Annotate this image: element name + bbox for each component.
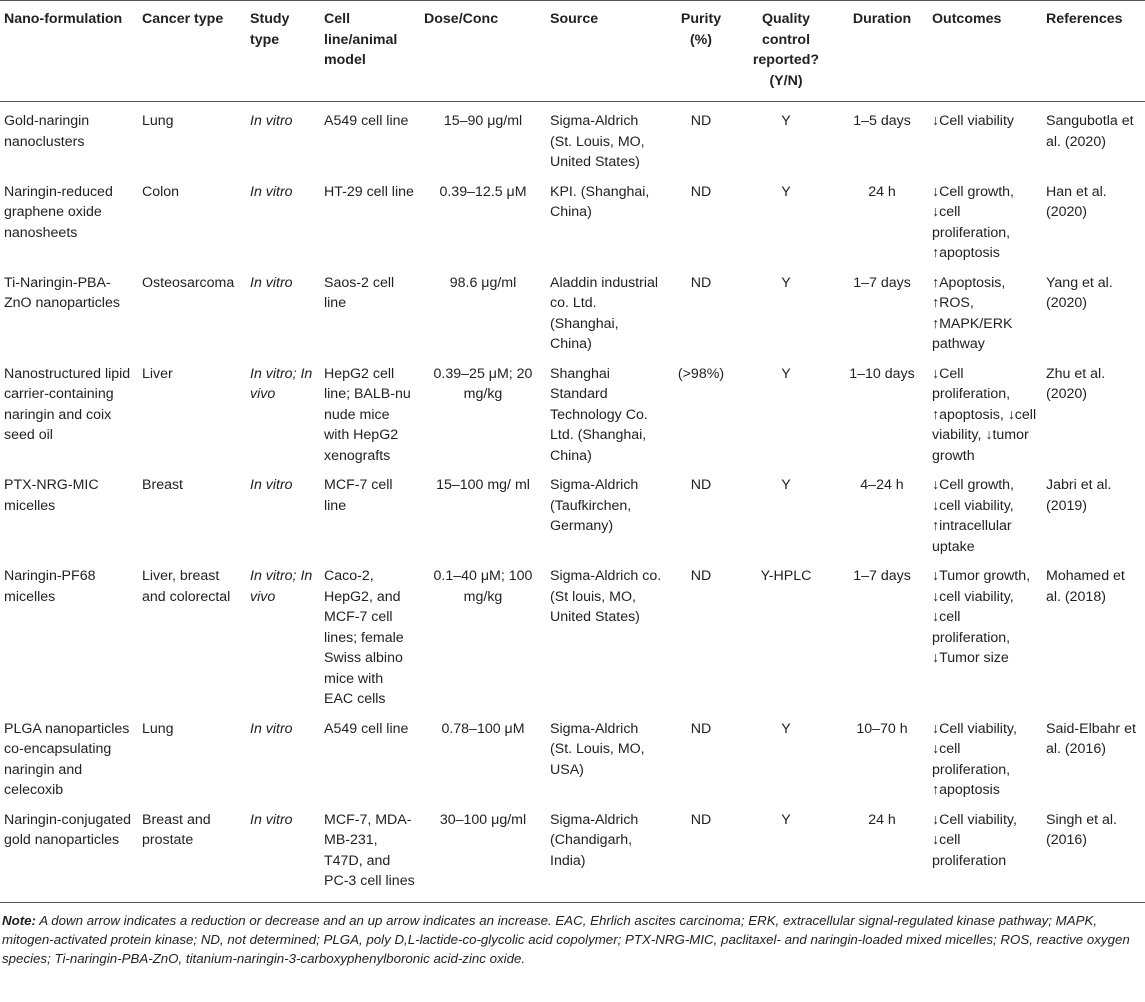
cell-cancer: Breast (142, 477, 184, 493)
cell-outcomes: ↓Cell viability, ↓cell proliferation, ↑apoptosis (932, 720, 1017, 798)
table-row (0, 710, 1145, 801)
cell-model: HT-29 cell line (324, 183, 414, 200)
cell-ref: Yang et al. (2020) (1046, 274, 1113, 311)
cell-source: Shanghai Standard Technology Co. Ltd. (Shanghai, China) (550, 365, 648, 464)
table-row (0, 466, 1145, 557)
header-cell: Outcomes (928, 1, 1042, 102)
table-row (0, 801, 1145, 903)
cell-qc: Y (781, 720, 791, 737)
cell-nano: Ti-Naringin-PBA-ZnO nanoparticles (4, 274, 120, 311)
cell-cancer: Liver, breast and colorectal (142, 568, 231, 605)
cell-purity: ND (690, 568, 712, 584)
cell-model: MCF-7 cell line (324, 477, 393, 514)
table-row (0, 557, 1145, 710)
cell-duration: 1–7 days (853, 568, 911, 584)
cell-cancer: Liver (142, 365, 173, 382)
cell-qc: Y (781, 365, 791, 382)
cell-duration: 24 h (836, 801, 928, 903)
cell-source: KPI. (Shanghai, China) (550, 183, 650, 220)
table-footnote (0, 903, 1145, 968)
cell-nano: PLGA nanoparticles co-encapsulating naringin and celecoxib (4, 720, 130, 798)
cell-dose: 30–100 μg/ml (420, 801, 546, 903)
cell-purity: ND (666, 801, 736, 903)
cell-nano: Nanostructured lipid carrier-containing naringin and coix seed oil (4, 365, 131, 443)
cell-dose: 0.1–40 μM; 100 mg/kg (433, 568, 533, 605)
cell-cancer: Colon (142, 183, 180, 200)
header-cell: References (1042, 1, 1145, 102)
cell-model: A549 cell line (324, 113, 409, 129)
header-cell: Study type (246, 1, 320, 102)
cell-model: A549 cell line (324, 720, 409, 737)
cell-duration: 1–10 days (849, 365, 915, 382)
cell-study: In vitro (246, 801, 320, 903)
cell-outcomes: ↓Cell growth, ↓cell proliferation, ↑apoptosis (932, 183, 1015, 261)
header-cell: Duration (836, 1, 928, 102)
cell-qc: Y (781, 274, 791, 291)
cell-purity: ND (690, 477, 712, 493)
cell-study: In vitro (250, 183, 293, 200)
cell-duration: 10–70 h (856, 720, 908, 737)
table-row (0, 102, 1145, 173)
table-row (0, 264, 1145, 355)
cell-nano: Naringin-reduced graphene oxide nanosheets (4, 183, 113, 241)
cell-ref: Sangubotla et al. (2020) (1046, 113, 1134, 150)
cell-nano: PTX-NRG-MIC micelles (4, 477, 99, 514)
cell-ref: Jabri et al. (2019) (1046, 477, 1112, 514)
cell-qc: Y (781, 183, 791, 200)
footnote-label: Note: (2, 912, 36, 928)
cell-ref: Mohamed et al. (2018) (1046, 568, 1125, 605)
cell-duration: 24 h (868, 183, 896, 200)
cell-cancer: Lung (142, 720, 174, 737)
cell-ref: Said-Elbahr et al. (2016) (1046, 720, 1136, 757)
cell-study: In vitro (250, 720, 293, 737)
header-cell: Nano-formulation (0, 1, 138, 102)
cell-outcomes: ↓Cell growth, ↓cell viability, ↑intracellular uptake (932, 477, 1015, 555)
cell-dose: 0.78–100 μM (441, 720, 525, 737)
cell-dose: 0.39–12.5 μM (439, 183, 527, 200)
cell-nano: Naringin-PF68 micelles (4, 568, 96, 605)
header-cell: Cancer type (138, 1, 246, 102)
cell-duration: 4–24 h (860, 477, 904, 493)
cell-purity: (>98%) (677, 365, 725, 382)
cell-study: In vitro; In vivo (250, 568, 313, 605)
cell-study: In vitro (250, 274, 293, 291)
cell-model: MCF-7, MDA-MB-231, T47D, and PC-3 cell lines (320, 801, 420, 903)
header-cell: Quality control reported? (Y/N) (736, 1, 836, 102)
cell-purity: ND (690, 183, 712, 200)
cell-source: Sigma-Aldrich (Taufkirchen, Germany) (550, 477, 639, 534)
cell-source: Sigma-Aldrich co. (St louis, MO, United States) (550, 568, 662, 625)
header-cell: Source (546, 1, 666, 102)
cell-model: HepG2 cell line; BALB-nu nude mice with HepG2 xenografts (324, 365, 411, 464)
cell-duration: 1–5 days (853, 113, 911, 129)
cell-outcomes: ↓Cell proliferation, ↑apoptosis, ↓cell viability, ↓tumor growth (932, 365, 1037, 464)
table-row (0, 355, 1145, 467)
cell-qc: Y-HPLC (760, 568, 812, 584)
header-row (0, 1, 1145, 102)
cell-nano: Gold-naringin nanoclusters (4, 113, 90, 150)
cell-dose: 15–100 mg/ ml (436, 477, 530, 493)
cell-purity: ND (690, 274, 712, 291)
cell-qc: Y (781, 477, 791, 493)
cell-model: Caco-2, HepG2, and MCF-7 cell lines; female Swiss albino mice with EAC cells (324, 568, 404, 707)
cell-study: In vitro; In vivo (250, 365, 313, 402)
cell-outcomes: ↑Apoptosis, ↑ROS, ↑MAPK/ERK pathway (932, 274, 1013, 352)
table-row (0, 173, 1145, 264)
cell-source: Sigma-Aldrich (St. Louis, MO, USA) (550, 720, 645, 778)
cell-dose: 15–90 μg/ml (443, 113, 523, 129)
cell-source: Sigma-Aldrich (Chandigarh, India) (546, 801, 666, 903)
cell-outcomes: ↓Cell viability, ↓cell proliferation (928, 801, 1042, 903)
cell-ref: Singh et al. (2016) (1042, 801, 1145, 903)
cell-outcomes: ↓Cell viability (932, 113, 1014, 129)
cell-nano: Naringin-conjugated gold nanoparticles (0, 801, 138, 903)
cell-purity: ND (690, 113, 712, 129)
cell-dose: 0.39–25 μM; 20 mg/kg (433, 365, 533, 402)
cell-study: In vitro (250, 113, 293, 129)
cell-duration: 1–7 days (853, 274, 911, 291)
header-cell: Purity (%) (666, 1, 736, 102)
header-cell: Cell line/animal model (320, 1, 420, 102)
cell-source: Sigma-Aldrich (St. Louis, MO, United States) (550, 113, 645, 170)
cell-cancer: Breast and prostate (138, 801, 246, 903)
cell-cancer: Osteosarcoma (142, 274, 235, 291)
cell-study: In vitro (250, 477, 293, 493)
cell-purity: ND (690, 720, 712, 737)
cell-ref: Zhu et al. (2020) (1046, 365, 1106, 402)
cell-outcomes: ↓Tumor growth, ↓cell viability, ↓cell proliferation, ↓Tumor size (932, 568, 1031, 666)
cell-model: Saos-2 cell line (324, 274, 395, 311)
header-cell: Dose/Conc (420, 1, 546, 102)
cell-qc: Y (781, 113, 791, 129)
cell-cancer: Lung (142, 113, 174, 129)
cell-dose: 98.6 μg/ml (449, 274, 517, 291)
cell-source: Aladdin industrial co. Ltd. (Shanghai, China) (550, 274, 659, 352)
footnote-text: A down arrow indicates a reduction or decrease and an up arrow indicates an increase. EAC, Ehrlich ascites carcinoma; ERK, extracellular signal-regulated kinase pathway; MAPK, mitogen-activated protein kinase; ND, not determined; PLGA, poly D,L-lactide-co-glycolic acid copolymer; PTX-NRG-MIC, paclitaxel- and naringin-loaded mixed micelles; ROS, reactive oxygen species; Ti-naringin-PBA-ZnO, titanium-naringin-3-carboxyphenylboronic acid-zinc oxide. (2, 912, 1130, 966)
cell-qc: Y (736, 801, 836, 903)
cell-ref: Han et al. (2020) (1046, 183, 1107, 220)
